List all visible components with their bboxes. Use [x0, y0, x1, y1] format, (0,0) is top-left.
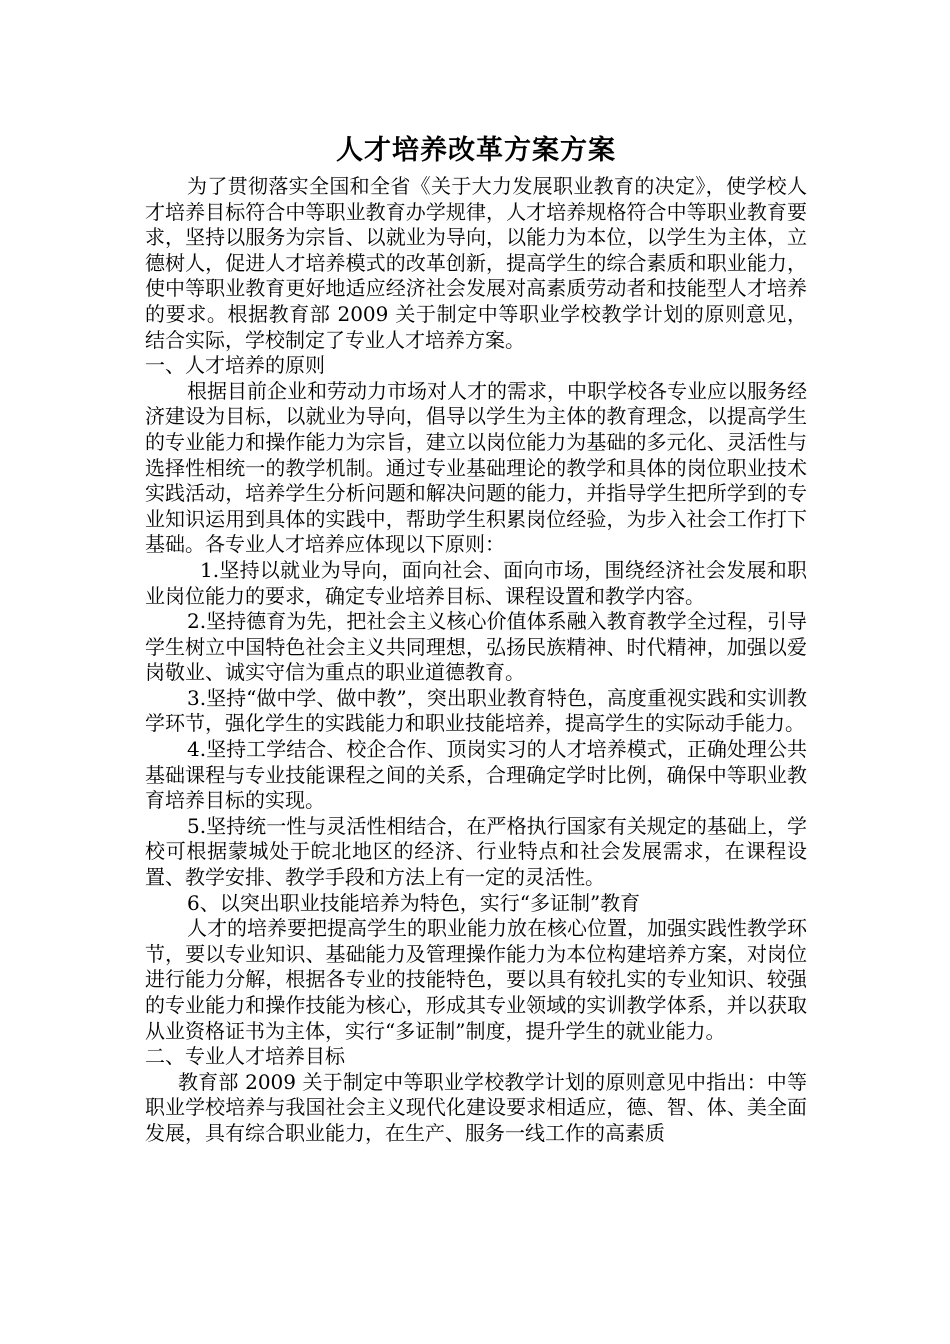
- principle-item-2: 2.坚持德育为先，把社会主义核心价值体系融入教育教学全过程，引导学生树立中国特色社会主义共同理想，弘扬民族精神、时代精神，加强以爱岗敬业、诚实守信为重点的职业道德教育。: [145, 609, 807, 685]
- principle-item-1: 1.坚持以就业为导向，面向社会、面向市场，围绕经济社会发展和职业岗位能力的要求，确定专业培养目标、课程设置和教学内容。: [145, 557, 807, 608]
- principle-item-3: 3.坚持“做中学、做中教”，突出职业教育特色，高度重视实践和实训教学环节，强化学生的实践能力和职业技能培养，提高学生的实际动手能力。: [145, 685, 807, 736]
- section-heading-principles: 一、人才培养的原则: [145, 353, 325, 378]
- document-title: 人才培养改革方案方案: [336, 135, 616, 166]
- principle-item-6: 6、以突出职业技能培养为特色，实行“多证制”教育: [187, 890, 641, 915]
- goals-paragraph: 教育部 2009 关于制定中等职业学校教学计划的原则意见中指出：中等职业学校培养与我国社会主义现代化建设要求相适应，德、智、体、美全面发展，具有综合职业能力，在生产、服务一线工作的高素质: [145, 1069, 807, 1145]
- principle-item-5: 5.坚持统一性与灵活性相结合，在严格执行国家有关规定的基础上，学校可根据蒙城处于皖北地区的经济、行业特点和社会发展需求，在课程设置、教学安排、教学手段和方法上有一定的灵活性。: [145, 813, 807, 890]
- principle-item-4: 4.坚持工学结合、校企合作、顶岗实习的人才培养模式，正确处理公共基础课程与专业技能课程之间的关系，合理确定学时比例，确保中等职业教育培养目标的实现。: [145, 737, 807, 813]
- document-body: [145, 128, 807, 1147]
- section-heading-goals: 二、专业人才培养目标: [145, 1044, 345, 1069]
- talent-cultivation-paragraph: 人才的培养要把提高学生的职业能力放在核心位置，加强实践性教学环节，要以专业知识、基础能力及管理操作能力为本位构建培养方案，对岗位进行能力分解，根据各专业的技能特色，要以具有较扎实的专业知识、较强的专业能力和操作技能为核心，形成其专业领域的实训教学体系，并以获取从业资格证书为主体，实行“多证制”制度，提升学生的就业能力。: [145, 916, 807, 1043]
- principles-paragraph: 根据目前企业和劳动力市场对人才的需求，中职学校各专业应以服务经济建设为目标，以就业为导向，倡导以学生为主体的教育理念，以提高学生的专业能力和操作能力为宗旨，建立以岗位能力为基础的多元化、灵活性与选择性相统一的教学机制。通过专业基础理论的教学和具体的岗位职业技术实践活动，培养学生分析问题和解决问题的能力，并指导学生把所学到的专业知识运用到具体的实践中，帮助学生积累岗位经验，为步入社会工作打下基础。各专业人才培养应体现以下原则：: [145, 378, 807, 557]
- intro-paragraph: 为了贯彻落实全国和全省《关于大力发展职业教育的决定》，使学校人才培养目标符合中等职业教育办学规律，人才培养规格符合中等职业教育要求，坚持以服务为宗旨、以就业为导向，以能力为本位，以学生为主体，立德树人，促进人才培养模式的改革创新，提高学生的综合素质和职业能力，使中等职业教育更好地适应经济社会发展对高素质劳动者和技能型人才培养的要求。根据教育部 2009 关于制定中等职业学校教学计划的原则意见，结合实际，学校制定了专业人才培养方案。: [145, 174, 807, 352]
